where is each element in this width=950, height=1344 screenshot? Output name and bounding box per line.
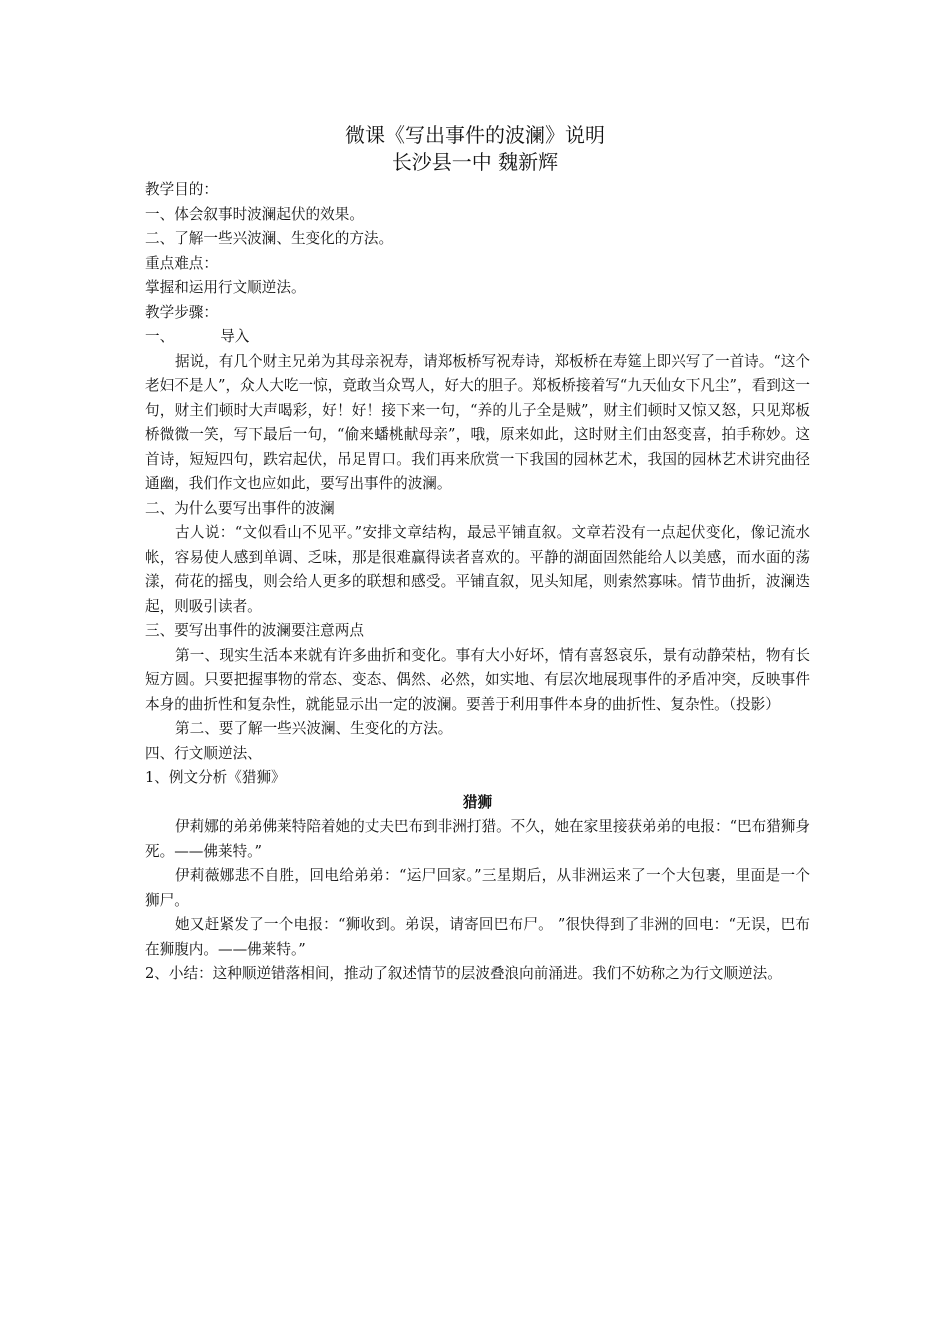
- key-points-text: 掌握和运用行文顺逆法。: [145, 279, 306, 296]
- story-paragraph-3: 她又赶紧发了一个电报：“狮收到。弟误，请寄回巴布尸。 ”很快得到了非洲的回电：“无误，巴布在狮腹内。——佛莱特。”: [145, 916, 810, 958]
- step-3-paragraph-2: 第二、要了解一些兴波澜、生变化的方法。: [175, 720, 453, 737]
- step-3-heading: 三、要写出事件的波澜要注意两点: [145, 622, 364, 639]
- story-title: 猎狮: [462, 793, 493, 811]
- step-2-heading: 二、为什么要写出事件的波澜: [145, 499, 335, 517]
- objective-item-1: 一、体会叙事时波澜起伏的效果。: [145, 205, 364, 223]
- story-paragraph-2: 伊莉薇娜悲不自胜，回电给弟弟：“运尸回家。”三星期后，从非洲运来了一个大包裹，里面是一个狮尸。: [145, 867, 810, 909]
- step-1-title: 导入: [220, 328, 250, 345]
- title-block: [0, 122, 950, 176]
- step-4-summary: 2、小结：这种顺逆错落相间，推动了叙述情节的层波叠浪向前涌进。我们不妨称之为行文顺逆法。: [145, 965, 782, 982]
- step-1-heading: [145, 325, 810, 350]
- step-3-paragraph-1: 第一、现实生活本来就有许多曲折和变化。事有大小好坏，情有喜怒哀乐，景有动静荣枯，物有长短方圆。只要把握事物的常态、变态、偶然、必然，如实地、有层次地展现事件的矛盾冲突，反映事件本身的曲折性和复杂性，就能显示出一定的波澜。要善于利用事件本身的曲折性、复杂性。（投影）: [145, 646, 810, 713]
- story-paragraph-1: 伊莉娜的弟弟佛莱特陪着她的丈夫巴布到非洲打猎。不久，她在家里接获弟弟的电报：“巴布猎狮身死。——佛莱特。”: [145, 818, 810, 860]
- objectives-heading: 教学目的：: [145, 181, 218, 198]
- steps-heading: 教学步骤：: [145, 303, 218, 321]
- page-title: 微课《写出事件的波澜》说明: [345, 123, 605, 147]
- document-body: [145, 178, 810, 987]
- key-points-heading: 重点难点：: [145, 254, 218, 272]
- step-1-paragraph: 据说，有几个财主兄弟为其母亲祝寿，请郑板桥写祝寿诗，郑板桥在寿筵上即兴写了一首诗。“这个老妇不是人”，众人大吃一惊，竟敢当众骂人，好大的胆子。郑板桥接着写“九天仙女下凡尘”，看到这一句，财主们顿时大声喝彩，好！好！接下来一句，“养的儿子全是贼”，财主们顿时又惊又怒，只见郑板桥微微一笑，写下最后一句，“偷来蟠桃献母亲”，哦，原来如此，这时财主们由怒变喜，拍手称妙。这首诗，短短四句，跌宕起伏，吊足胃口。我们再来欣赏一下我国的园林艺术，我国的园林艺术讲究曲径通幽，我们作文也应如此，要写出事件的波澜。: [145, 352, 810, 492]
- step-4-heading: 四、行文顺逆法、: [145, 744, 262, 762]
- objective-item-2: 二、了解一些兴波澜、生变化的方法。: [145, 230, 394, 247]
- step-4-subheading-1: 1、例文分析《猎狮》: [145, 769, 286, 786]
- step-2-paragraph: 古人说：“文似看山不见平。”安排文章结构，最忌平铺直叙。文章若没有一点起伏变化，像记流水帐，容易使人感到单调、乏味，那是很难赢得读者喜欢的。平静的湖面固然能给人以美感，而水面的荡漾，荷花的摇曳，则会给人更多的联想和感受。平铺直叙，见头知尾，则索然寡味。情节曲折，波澜迭起，则吸引读者。: [145, 524, 810, 615]
- step-1-number: 一、: [145, 328, 175, 345]
- author-line: 长沙县一中 魏新辉: [391, 150, 559, 174]
